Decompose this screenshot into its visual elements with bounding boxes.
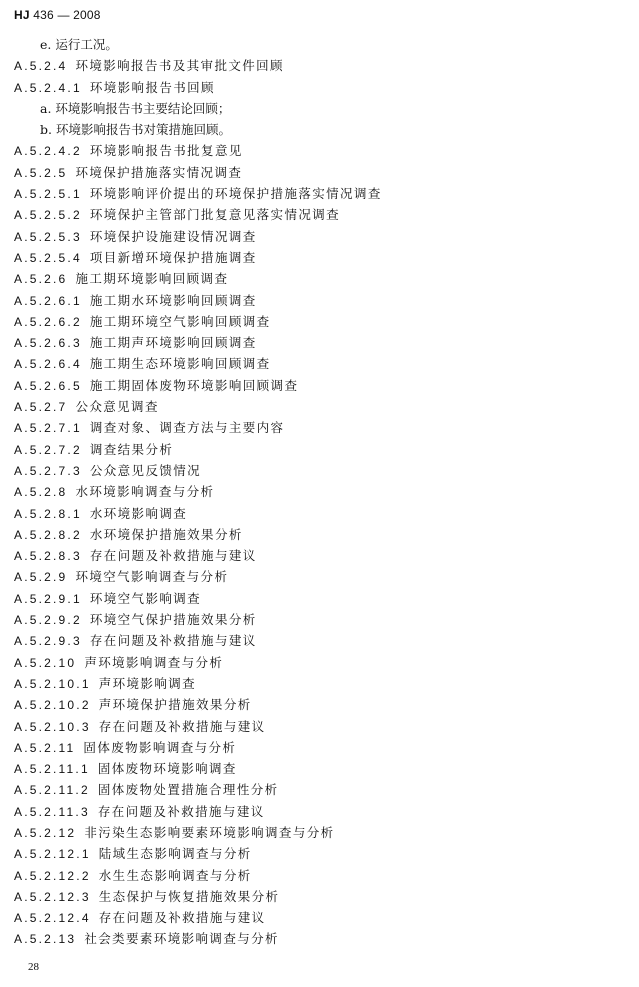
- list-item: a. 环境影响报告书主要结论回顾；: [40, 100, 231, 116]
- section-number: A.5.2.6: [14, 272, 68, 287]
- section-title: 固体废物环境影响调查: [97, 761, 237, 777]
- section-title: 调查对象、调查方法与主要内容: [89, 420, 285, 436]
- section-heading: [0, 140, 639, 161]
- section-heading: [0, 311, 639, 332]
- section-title: 环境空气影响调查与分析: [75, 569, 229, 585]
- section-title: 固体废物处置措施合理性分析: [97, 782, 279, 798]
- section-title: 社会类要素环境影响调查与分析: [84, 931, 279, 947]
- section-heading: [0, 503, 639, 524]
- section-heading: [0, 460, 639, 481]
- section-number: A.5.2.13: [14, 932, 77, 947]
- section-heading: [0, 630, 639, 651]
- section-heading: [0, 268, 639, 289]
- section-title: 陆域生态影响调查与分析: [98, 846, 252, 862]
- section-number: A.5.2.7.1: [14, 421, 82, 436]
- section-title: 环境影响报告书回顾: [89, 79, 215, 95]
- section-number: A.5.2.8.1: [14, 506, 82, 521]
- section-number: A.5.2.5: [14, 165, 68, 180]
- section-title: 存在问题及补救措施与建议: [98, 718, 266, 734]
- section-title: 施工期声环境影响回顾调查: [89, 335, 257, 351]
- section-number: A.5.2.9.1: [14, 591, 82, 606]
- section-heading: [0, 226, 639, 247]
- section-heading: [0, 375, 639, 396]
- section-heading: [0, 77, 639, 98]
- section-title: 环境保护措施落实情况调查: [75, 164, 243, 180]
- section-title: 环境空气保护措施效果分析: [89, 612, 257, 628]
- section-number: A.5.2.11.3: [14, 804, 90, 819]
- section-heading: [0, 396, 639, 417]
- section-title: 环境影响报告书及其审批文件回顾: [75, 58, 284, 74]
- page-number: 28: [28, 961, 39, 973]
- section-number: A.5.2.7.3: [14, 463, 82, 478]
- section-heading: [0, 332, 639, 353]
- list-item: b. 环境影响报告书对策措施回顾。: [40, 122, 231, 138]
- section-title: 生态保护与恢复措施效果分析: [98, 888, 280, 904]
- section-number: A.5.2.8.2: [14, 527, 82, 542]
- section-number: A.5.2.6.4: [14, 357, 82, 372]
- section-title: 施工期生态环境影响回顾调查: [89, 356, 271, 372]
- section-title: 环境影响评价提出的环境保护措施落实情况调查: [89, 186, 382, 202]
- section-heading: [0, 907, 639, 928]
- section-heading: [0, 162, 639, 183]
- section-title: 项目新增环境保护措施调查: [89, 249, 257, 265]
- section-title: 公众意见调查: [75, 399, 159, 415]
- section-heading: [0, 55, 639, 76]
- section-number: A.5.2.5.2: [14, 208, 82, 223]
- section-number: A.5.2.7: [14, 400, 68, 415]
- section-number: A.5.2.5.1: [14, 187, 82, 202]
- section-heading: [0, 566, 639, 587]
- section-number: A.5.2.10.1: [14, 676, 91, 691]
- section-heading: [0, 545, 639, 566]
- section-number: A.5.2.8.3: [14, 549, 82, 564]
- section-title: 调查结果分析: [89, 441, 174, 457]
- section-title: 水环境影响调查: [89, 505, 188, 521]
- section-heading: [0, 290, 639, 311]
- section-title: 环境保护设施建设情况调查: [89, 228, 257, 244]
- section-title: 非污染生态影响要素环境影响调查与分析: [84, 824, 335, 840]
- section-heading: [0, 204, 639, 225]
- section-heading: [0, 822, 639, 843]
- section-heading: [0, 865, 639, 886]
- standard-code: HJ: [14, 8, 30, 22]
- section-number: A.5.2.11: [14, 740, 76, 755]
- section-heading: [0, 758, 639, 779]
- section-title: 环境影响报告书批复意见: [89, 143, 243, 159]
- section-heading: [0, 843, 639, 864]
- section-number: A.5.2.6.5: [14, 378, 82, 393]
- section-title: 存在问题及补救措施与建议: [89, 633, 257, 649]
- section-title: 固体废物影响调查与分析: [83, 739, 237, 755]
- standard-number: 436 — 2008: [33, 8, 101, 22]
- section-title: 水生生态影响调查与分析: [98, 867, 252, 883]
- running-header: [14, 8, 101, 22]
- section-number: A.5.2.6.1: [14, 293, 82, 308]
- section-number: A.5.2.12.3: [14, 889, 91, 904]
- section-number: A.5.2.6.3: [14, 336, 82, 351]
- section-title: 存在问题及补救措施与建议: [89, 548, 257, 564]
- section-heading: [0, 353, 639, 374]
- section-number: A.5.2.10.2: [14, 698, 91, 713]
- section-heading: [0, 801, 639, 822]
- section-heading: [0, 694, 639, 715]
- section-heading: [0, 417, 639, 438]
- section-number: A.5.2.9.2: [14, 613, 82, 628]
- section-heading: [0, 673, 639, 694]
- section-number: A.5.2.4: [14, 59, 68, 74]
- section-title: 声环境影响调查: [98, 675, 197, 691]
- section-title: 施工期水环境影响回顾调查: [89, 292, 257, 308]
- list-item: e. 运行工况。: [40, 37, 118, 52]
- section-number: A.5.2.5.3: [14, 229, 82, 244]
- section-heading: [0, 524, 639, 545]
- section-number: A.5.2.6.2: [14, 314, 82, 329]
- section-title: 水环境影响调查与分析: [75, 484, 215, 500]
- section-number: A.5.2.7.2: [14, 442, 82, 457]
- section-title: 声环境保护措施效果分析: [98, 697, 252, 713]
- section-heading: [0, 183, 639, 204]
- section-number: A.5.2.10: [14, 655, 77, 670]
- section-title: 环境空气影响调查: [89, 590, 202, 606]
- section-heading: [0, 737, 639, 758]
- section-number: A.5.2.10.3: [14, 719, 91, 734]
- section-number: A.5.2.11.2: [14, 783, 90, 798]
- section-number: A.5.2.12.1: [14, 847, 91, 862]
- section-heading: [0, 588, 639, 609]
- document-body: [0, 34, 639, 950]
- section-title: 存在问题及补救措施与建议: [98, 910, 266, 926]
- section-title: 环境保护主管部门批复意见落实情况调查: [89, 207, 341, 223]
- section-title: 施工期固体废物环境影响回顾调查: [89, 377, 299, 393]
- section-heading: [0, 439, 639, 460]
- section-title: 施工期环境空气影响回顾调查: [89, 313, 271, 329]
- section-title: 公众意见反馈情况: [89, 462, 202, 478]
- section-heading: [0, 609, 639, 630]
- section-number: A.5.2.9: [14, 570, 68, 585]
- section-number: A.5.2.8: [14, 485, 68, 500]
- section-title: 声环境影响调查与分析: [84, 654, 224, 670]
- section-title: 施工期环境影响回顾调查: [75, 271, 229, 287]
- section-heading: [0, 779, 639, 800]
- section-title: 存在问题及补救措施与建议: [97, 803, 265, 819]
- section-number: A.5.2.9.3: [14, 634, 82, 649]
- section-heading: [0, 652, 639, 673]
- section-number: A.5.2.12.2: [14, 868, 91, 883]
- section-title: 水环境保护措施效果分析: [89, 526, 243, 542]
- section-number: A.5.2.12: [14, 825, 77, 840]
- section-number: A.5.2.4.1: [14, 80, 82, 95]
- section-heading: [0, 247, 639, 268]
- section-number: A.5.2.11.1: [14, 762, 90, 777]
- section-number: A.5.2.4.2: [14, 144, 82, 159]
- section-heading: [0, 481, 639, 502]
- section-number: A.5.2.12.4: [14, 911, 91, 926]
- section-heading: [0, 716, 639, 737]
- section-number: A.5.2.5.4: [14, 250, 82, 265]
- section-heading: [0, 886, 639, 907]
- section-heading: [0, 928, 639, 949]
